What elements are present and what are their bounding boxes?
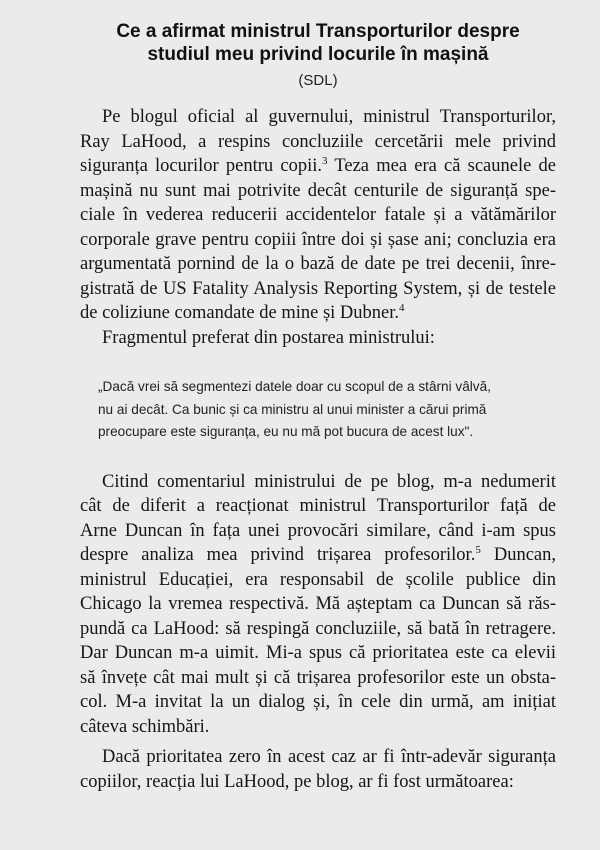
blockquote [98, 376, 556, 444]
text-line: mașină nu sunt mai potrivite decât centurile de siguranță spe- [80, 180, 556, 201]
text-line: pundă ca LaHood: să respingă concluziile, să bată în retragere. [80, 618, 556, 639]
title-line-1: Ce a afirmat ministrul Transporturilor despre [116, 21, 520, 42]
title-line-2: studiul meu privind locurile în mașină [147, 44, 489, 65]
footnote-marker: 3 [322, 154, 328, 167]
text-line: să învețe cât mai mult și că trișarea profesorilor este un obsta- [80, 667, 556, 688]
paragraph-4 [80, 745, 556, 794]
text-line [80, 301, 556, 326]
text-line: Dar Duncan m-a uimit. Mi-a spus că prioritatea este ca elevii [80, 643, 556, 663]
text-segment: de coliziune comandate de mine și Dubner. [80, 303, 400, 323]
text-line: copiilor, reacția lui LaHood, pe blog, ar fi fost următoarea: [80, 771, 514, 792]
text-line: corporale grave pentru copiii între doi și șase ani; concluzia era [80, 229, 556, 250]
quote-line: preocupare este siguranța, eu nu mă pot bucura de acest lux". [98, 424, 474, 439]
text-line: Chicago la vremea respectivă. Mă așteptam ca Duncan să răs- [80, 594, 556, 614]
paragraph-3 [80, 470, 556, 740]
text-line: câteva schimbări. [80, 716, 210, 737]
paragraph-1 [80, 105, 556, 326]
footnote-marker: 5 [475, 543, 481, 556]
text-line: Pe blogul oficial al guvernului, ministrul Transporturilor, [102, 107, 556, 127]
text-line: Dacă prioritatea zero în acest caz ar fi într-adevăr siguranța [102, 747, 556, 767]
chapter-title [80, 20, 556, 66]
text-line: col. M-a invitat la un dialog și, în cele din urmă, am inițiat [80, 692, 556, 712]
quote-line: nu ai decât. Ca bunic și ca ministru al unui minister a cărui primă [98, 401, 487, 417]
text-segment: Duncan, [493, 545, 557, 565]
text-line: Arne Duncan în fața unei provocări similare, când i-am spus [80, 520, 556, 541]
title-byline: (SDL) [298, 72, 338, 89]
text-line: argumentată pornind de la o bază de date pe trei decenii, înre- [80, 254, 556, 274]
text-line: Ray LaHood, a respins concluziile cercetării mele privind [80, 131, 556, 152]
text-segment: despre analiza mea privind trișarea profesorilor. [80, 545, 476, 565]
text-line: Citind comentariul ministrului de pe blog, m-a nedumerit [102, 471, 556, 492]
text-line: ministrul Educației, era responsabil de școlile publice din [80, 569, 556, 590]
paragraph-2 [80, 326, 556, 351]
text-line [80, 543, 556, 568]
text-segment: siguranța locurilor pentru copii. [80, 156, 322, 176]
quote-line: „Dacă vrei să segmentezi datele doar cu scopul de a stârni vâlvă, [98, 379, 491, 394]
text-line: Fragmentul preferat din postarea ministrului: [102, 327, 435, 348]
footnote-marker: 4 [399, 301, 405, 314]
text-line [80, 154, 556, 179]
text-line: gistrată de US Fatality Analysis Reporting System, și de testele [80, 278, 556, 299]
text-line: cât de diferit a reacționat ministrul Transporturilor față de [80, 496, 556, 516]
text-segment: Teza mea era că scaunele de [334, 156, 556, 176]
text-line: ciale în vederea reducerii accidentelor fatale și a vătămărilor [80, 205, 556, 225]
